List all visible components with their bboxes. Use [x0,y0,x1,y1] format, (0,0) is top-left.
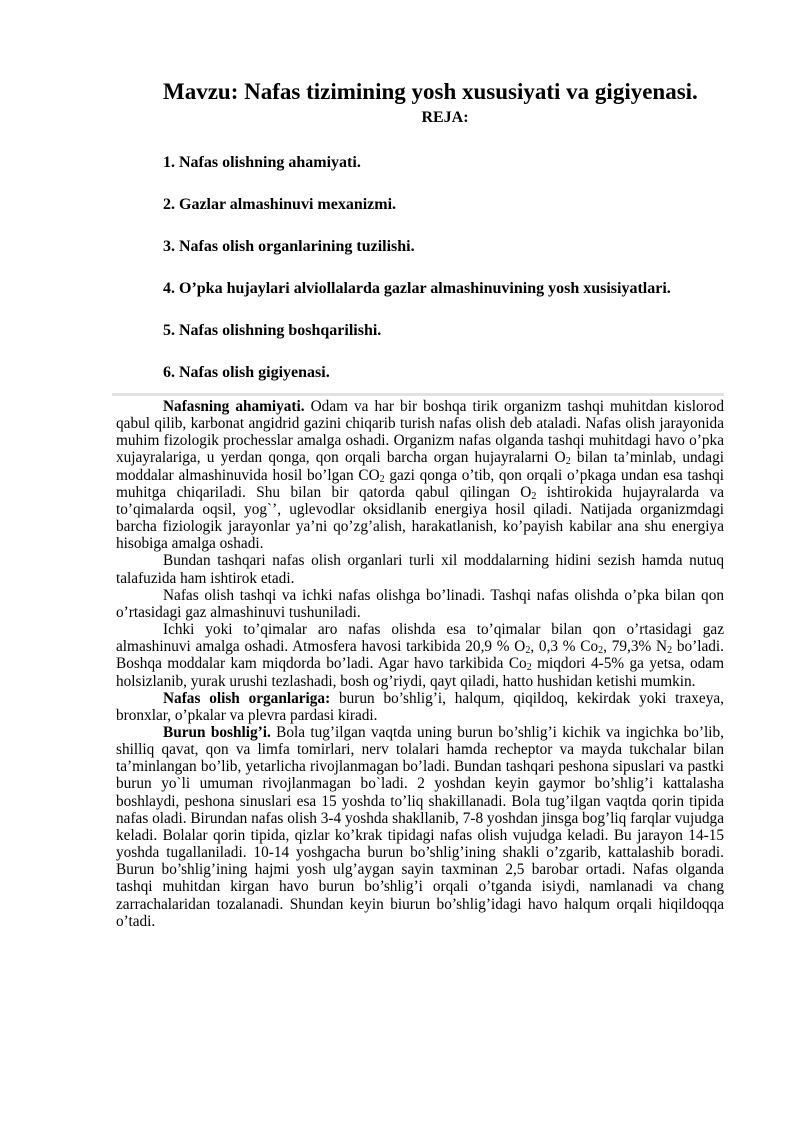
paragraph-text: gazi qonga o’tib, qon orqali o’pkaga undan esa tashqi muhitga chiqariladi. Shu bilan bir qatorda qabul qilingan O [116,466,724,501]
plan-item: 5. Nafas olishning boshqarilishi. [163,322,382,339]
paragraph [116,621,724,690]
plan-item: 1. Nafas olishning ahamiyati. [163,154,361,171]
document-title: Mavzu: Nafas tizimining yosh xususiyati va gigiyenasi. [163,79,698,104]
plan-item: 3. Nafas olish organlarining tuzilishi. [163,238,415,255]
subscript: 2 [565,456,571,468]
document-page [116,78,724,930]
subscript: 2 [525,645,531,657]
paragraph-text: bilan ta’minlab, undagi moddalar almashinuvida hosil bo’lgan CO [116,449,724,484]
paragraph-text: , 79,3% N [603,638,668,656]
divider [112,393,724,396]
plan-item: 4. O’pka hujaylari alviollalarda gazlar almashinuvining yosh xusisiyatlari. [163,280,671,297]
plan-item: 2. Gazlar almashinuvi mexanizmi. [163,196,397,213]
subscript: 2 [379,473,385,485]
subscript: 2 [526,662,532,674]
paragraph-lead: Burun boshlig’i. [163,723,271,741]
subscript: 2 [667,645,673,657]
paragraph-text: Bola tug’ilgan vaqtda uning burun bo’shlig’i kichik va ingichka bo’lib, shilliq qavat, qon va limfa tomirlari, nerv tolalari hamda recheptor va mayda tukchalar bilan ta’minlangan bo’lib, yetarlicha rivojlanmagan bo’ladi. Bundan tashqari peshona sipuslari va pastki burun yo`li umuman rivojlanmagan bo`ladi. 2 yoshdan keyin gaymor bo’shlig’i kattalasha boshlaydi, peshona sinuslari esa 15 yoshda to’liq shakillanadi. Bola tug’ilgan vaqtda qorin tipida nafas oladi. Birundan nafas olish 3-4 yoshda shakllanib, 7-8 yoshdan jinsga bog’liq farqlar vujudga keladi. Bolalar qorin tipida, qizlar ko’krak tipidagi nafas olish vujudga keladi. Bu jarayon 14-15 yoshda tugallaniladi. 10-14 yoshgacha burun bo’shlig’ining shakli o’zgarib, kattalashib boradi. Burun bo’shlig’ining hajmi yosh ulg’aygan sayin taxminan 2,5 barobar ortadi. Nafas olganda tashqi muhitdan kirgan havo burun bo’shlig’i orqali o’tganda isiydi, namlanadi va chang zarrachalaridan tozalanadi. Shundan keyin biurun bo’shlig’idagi havo halqum orqali hiqildoqqa o’tadi. [116,723,724,930]
paragraph: Nafas olish tashqi va ichki nafas olishga bo’linadi. Tashqi nafas olishda o’pka bilan qon o’rtasidagi gaz almashinuvi tushuniladi. [116,586,724,621]
paragraph-lead: Nafas olish organlariga: [163,689,331,707]
paragraph-text: , 0,3 % Co [530,638,599,656]
subscript: 2 [531,490,537,502]
paragraph-lead: Nafasning ahamiyati. [163,398,305,415]
paragraph-nafasning-ahamiyati [116,398,724,552]
plan-heading: REJA: [421,109,469,126]
paragraph: Bundan tashqari nafas olish organlari turli xil moddalarning hidini sezish hamda nutuq talafuzida ham ishtirok etadi. [116,552,724,587]
paragraph-text: Odam va har bir boshqa tirik organizm tashqi muhitdan kislorod qabul qilib, karbonat angidrid gazini chiqarib turish nafas olish deb ataladi. Nafas olish jarayonida muhim fizologik prochesslar amalga oshadi. Organizm nafas olganda tashqi muhitdagi havo o’pka xujayralariga, u yerdan qonga, qon orqali barcha organ hujayralarni O [116,398,724,467]
subscript: 2 [598,645,604,657]
body-text [116,398,724,930]
paragraph-nafas-olish-organlariga [116,690,724,724]
paragraph-text: burun bo’shlig’i, halqum, qiqildoq, kekirdak yoki traxeya, bronxlar, o’pkalar va plevra pardasi kiradi. [116,689,724,724]
plan-list [116,153,724,383]
paragraph-text: miqdori 4-5% ga yetsa, odam holsizlanib, yurak urushi tezlashadi, bosh og’riydi, qayt qiladi, hatto hushidan ketishi mumkin. [116,655,724,690]
paragraph-text: Ichki yoki to’qimalar aro nafas olishda esa to’qimalar bilan qon o’rtasidagi gaz almashinuvi amalga oshadi. Atmosfera havosi tarkibida 20,9 % O [116,621,724,656]
paragraph-text: ishtirokida hujayralarda va to’qimalarda oqsil, yog`’, uglevodlar oksidlanib energiya hosil qiladi. Natijada organizmdagi barcha fiziologik jarayonlar ya’ni qo’zg’alish, harakatlanish, ko’payish kabilar ana shu energiya hisobiga amalga oshadi. [116,483,725,553]
paragraph-text: bo’ladi. Boshqa moddalar kam miqdorda bo’ladi. Agar havo tarkibida Co [116,638,724,673]
paragraph-burun-boshligi [116,724,724,930]
plan-item: 6. Nafas olish gigiyenasi. [163,364,330,381]
